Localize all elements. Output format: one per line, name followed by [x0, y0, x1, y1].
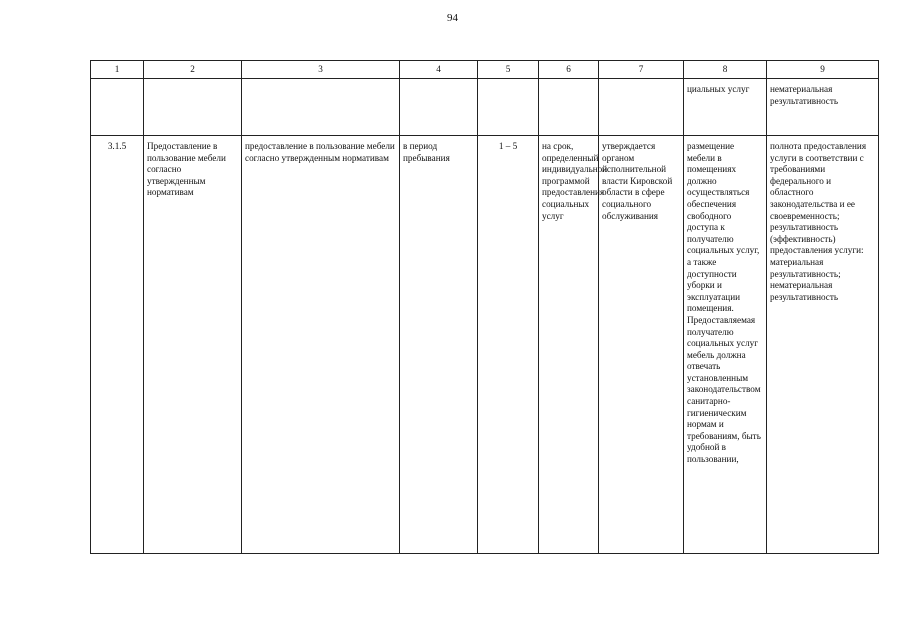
- table-cell: нематериальная результативность: [767, 79, 879, 136]
- header-cell: 5: [478, 61, 539, 79]
- continuation-row: [91, 79, 879, 136]
- table-cell: циальных услуг: [684, 79, 767, 136]
- table-cell: [599, 79, 684, 136]
- service-name-cell: Предоставление в пользование мебели согласно утвержденным нормативам: [144, 136, 242, 554]
- service-description-cell: предоставление в пользование мебели согласно утвержденным нормативам: [242, 136, 400, 554]
- service-approval-cell: утверждается органом исполнительной власти Кировской области в сфере социального обслуживания: [599, 136, 684, 554]
- table-cell: [242, 79, 400, 136]
- service-conditions-cell: размещение мебели в помещениях должно осуществляться обеспечения свободного доступа к получателю социальных услуг, а также доступности уборки и эксплуатации помещения. Предоставляемая получателю социальных услуг мебель должна отвечать установленным законодательством санитарно-гигиеническим нормам и требованиям, быть удобной в пользовании,: [684, 136, 767, 554]
- table-row: [91, 136, 879, 554]
- header-row: [91, 61, 879, 79]
- header-cell: 4: [400, 61, 478, 79]
- service-quality-cell: полнота предоставления услуги в соответствии с требованиями федерального и областного законодательства и ее своевременность; результативность (эффективность) предоставления услуги: материальная результативность; нематериальная результативность: [767, 136, 879, 554]
- table-cell: [91, 79, 144, 136]
- header-cell: 8: [684, 61, 767, 79]
- table-cell: [478, 79, 539, 136]
- header-cell: 9: [767, 61, 879, 79]
- table-cell: [400, 79, 478, 136]
- table-cell: [144, 79, 242, 136]
- service-code-cell: 3.1.5: [91, 136, 144, 554]
- service-period-cell: в период пребывания: [400, 136, 478, 554]
- header-cell: 1: [91, 61, 144, 79]
- service-quantity-cell: 1 – 5: [478, 136, 539, 554]
- header-cell: 7: [599, 61, 684, 79]
- table-cell: [539, 79, 599, 136]
- service-term-cell: на срок, определенный индивидуальной программой предоставления социальных услуг: [539, 136, 599, 554]
- header-cell: 6: [539, 61, 599, 79]
- header-cell: 3: [242, 61, 400, 79]
- services-table: [90, 60, 879, 554]
- page-number: 94: [447, 12, 458, 24]
- header-cell: 2: [144, 61, 242, 79]
